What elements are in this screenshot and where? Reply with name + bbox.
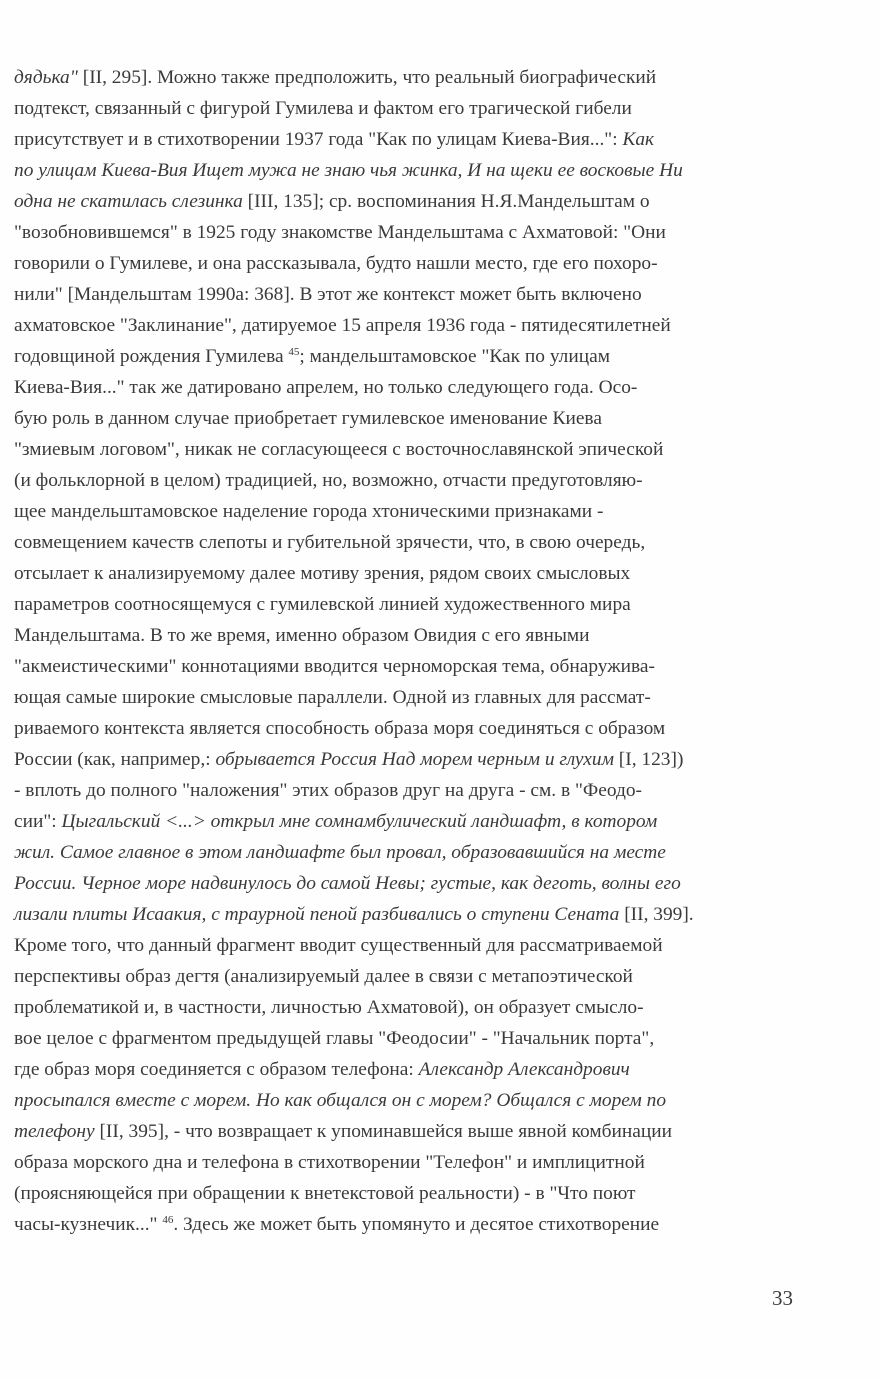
- text-run: . Здесь же может быть упомянуто и десятое стихотворение: [173, 1214, 660, 1235]
- text-line: [14, 248, 796, 279]
- text-line: [14, 806, 796, 837]
- text-line: [14, 992, 796, 1023]
- text-run: подтекст, связанный с фигурой Гумилева и фактом его трагической гибели: [14, 98, 632, 119]
- text-run: часы-кузнечик...": [14, 1214, 163, 1235]
- text-line: [14, 341, 796, 372]
- text-run: параметров соотносящемуся с гумилевской линией художественного мира: [14, 594, 631, 615]
- text-line: [14, 558, 796, 589]
- body-text: [14, 62, 796, 1240]
- text-run: щее мандельштамовское наделение города хтоническими признаками -: [14, 501, 604, 522]
- text-run: перспективы образ дегтя (анализируемый далее в связи с метапоэтической: [14, 966, 633, 987]
- page-number: 33: [772, 1286, 793, 1310]
- text-run: совмещением качеств слепоты и губительной зрячести, что, в свою очередь,: [14, 532, 646, 553]
- italic-quote: лизали плиты Исаакия, с траурной пеной разбивались о ступени Сената: [14, 904, 620, 925]
- italic-quote: жил. Самое главное в этом ландшафте был провал, образовавшийся на месте: [14, 842, 666, 863]
- text-run: риваемого контекста является способность образа моря соединяться с образом: [14, 718, 666, 739]
- text-line: [14, 961, 796, 992]
- text-line: [14, 434, 796, 465]
- text-line: [14, 620, 796, 651]
- text-line: [14, 62, 796, 93]
- text-line: [14, 589, 796, 620]
- italic-quote: телефону: [14, 1121, 95, 1142]
- text-line: [14, 744, 796, 775]
- text-line: [14, 186, 796, 217]
- italic-quote: по улицам Киева-Вия Ищет мужа не знаю чья жинка, И на щеки ее восковые Ни: [14, 160, 683, 181]
- text-run: [II, 295]. Можно также предположить, что реальный биографический: [77, 67, 657, 88]
- text-run: присутствует и в стихотворении 1937 года "Как по улицам Киева-Вия...":: [14, 129, 623, 150]
- text-line: [14, 713, 796, 744]
- text-run: вое целое с фрагментом предыдущей главы "Феодосии" - "Начальник порта",: [14, 1028, 655, 1049]
- text-run: Мандельштама. В то же время, именно образом Овидия с его явными: [14, 625, 590, 646]
- text-line: [14, 1116, 796, 1147]
- text-line: [14, 124, 796, 155]
- text-run: ахматовское "Заклинание", датируемое 15 апреля 1936 года - пятидесятилетней: [14, 315, 671, 336]
- text-run: - вплоть до полного "наложения" этих образов друг на друга - см. в "Феодо-: [14, 780, 642, 801]
- italic-quote: Как: [622, 129, 655, 150]
- text-line: [14, 403, 796, 434]
- text-run: говорили о Гумилеве, и она рассказывала, будто нашли место, где его похоро-: [14, 253, 658, 274]
- text-run: ющая самые широкие смысловые параллели. Одной из главных для рассмат-: [14, 687, 651, 708]
- text-line: [14, 93, 796, 124]
- italic-quote: Александр Александрович: [418, 1059, 630, 1080]
- text-run: [I, 123]): [613, 749, 684, 770]
- text-run: отсылает к анализируемому далее мотиву зрения, рядом своих смысловых: [14, 563, 631, 584]
- text-line: [14, 1054, 796, 1085]
- text-line: [14, 1147, 796, 1178]
- text-run: образа морского дна и телефона в стихотворении "Телефон" и имплицитной: [14, 1152, 645, 1173]
- text-line: [14, 651, 796, 682]
- text-line: [14, 930, 796, 961]
- text-line: [14, 279, 796, 310]
- text-line: [14, 1085, 796, 1116]
- text-run: "возобновившемся" в 1925 году знакомстве Мандельштама с Ахматовой: "Они: [14, 222, 666, 243]
- italic-quote: России. Черное море надвинулось до самой Невы; густые, как деготь, волны его: [14, 873, 681, 894]
- text-run: сии":: [14, 811, 62, 832]
- footnote-ref: 46: [162, 1214, 174, 1226]
- text-run: (проясняющейся при обращении к внетекстовой реальности) - в "Что поют: [14, 1183, 636, 1204]
- text-line: [14, 775, 796, 806]
- text-line: [14, 496, 796, 527]
- italic-quote: дядька": [14, 67, 78, 88]
- text-run: "змиевым логовом", никак не согласующееся с восточнославянской эпической: [14, 439, 664, 460]
- italic-quote: просыпался вместе с морем. Но как общался он с морем? Общался с морем по: [14, 1090, 667, 1111]
- text-run: России (как, например,:: [14, 749, 216, 770]
- text-line: [14, 868, 796, 899]
- text-line: [14, 1178, 796, 1209]
- text-run: Кроме того, что данный фрагмент вводит существенный для рассматриваемой: [14, 935, 663, 956]
- text-line: [14, 155, 796, 186]
- italic-quote: обрывается Россия Над морем черным и глухим: [215, 749, 614, 770]
- text-line: [14, 310, 796, 341]
- text-run: ; мандельштамовское "Как по улицам: [299, 346, 610, 367]
- text-line: [14, 682, 796, 713]
- text-run: где образ моря соединяется с образом телефона:: [14, 1059, 419, 1080]
- text-line: [14, 217, 796, 248]
- text-run: (и фольклорной в целом) традицией, но, возможно, отчасти предуготовляю-: [14, 470, 643, 491]
- text-run: бую роль в данном случае приобретает гумилевское именование Киева: [14, 408, 602, 429]
- text-line: [14, 372, 796, 403]
- text-line: [14, 837, 796, 868]
- text-run: проблематикой и, в частности, личностью Ахматовой), он образует смысло-: [14, 997, 644, 1018]
- footnote-ref: 45: [288, 346, 300, 358]
- text-line: [14, 1023, 796, 1054]
- text-run: нили" [Мандельштам 1990а: 368]. В этот же контекст может быть включено: [14, 284, 642, 305]
- text-line: [14, 465, 796, 496]
- text-line: [14, 527, 796, 558]
- text-run: "акмеистическими" коннотациями вводится черноморская тема, обнаружива-: [14, 656, 655, 677]
- italic-quote: Цыгальский <...> открыл мне сомнамбулический ландшафт, в котором: [61, 811, 658, 832]
- text-run: годовщиной рождения Гумилева: [14, 346, 289, 367]
- italic-quote: одна не скатилась слезинка: [14, 191, 243, 212]
- text-run: [III, 135]; ср. воспоминания Н.Я.Мандельштам о: [242, 191, 650, 212]
- text-line: [14, 1209, 796, 1240]
- text-run: [II, 399].: [619, 904, 694, 925]
- text-run: Киева-Вия..." так же датировано апрелем, но только следующего года. Осо-: [14, 377, 638, 398]
- text-line: [14, 899, 796, 930]
- text-run: [II, 395], - что возвращает к упоминавшейся выше явной комбинации: [94, 1121, 672, 1142]
